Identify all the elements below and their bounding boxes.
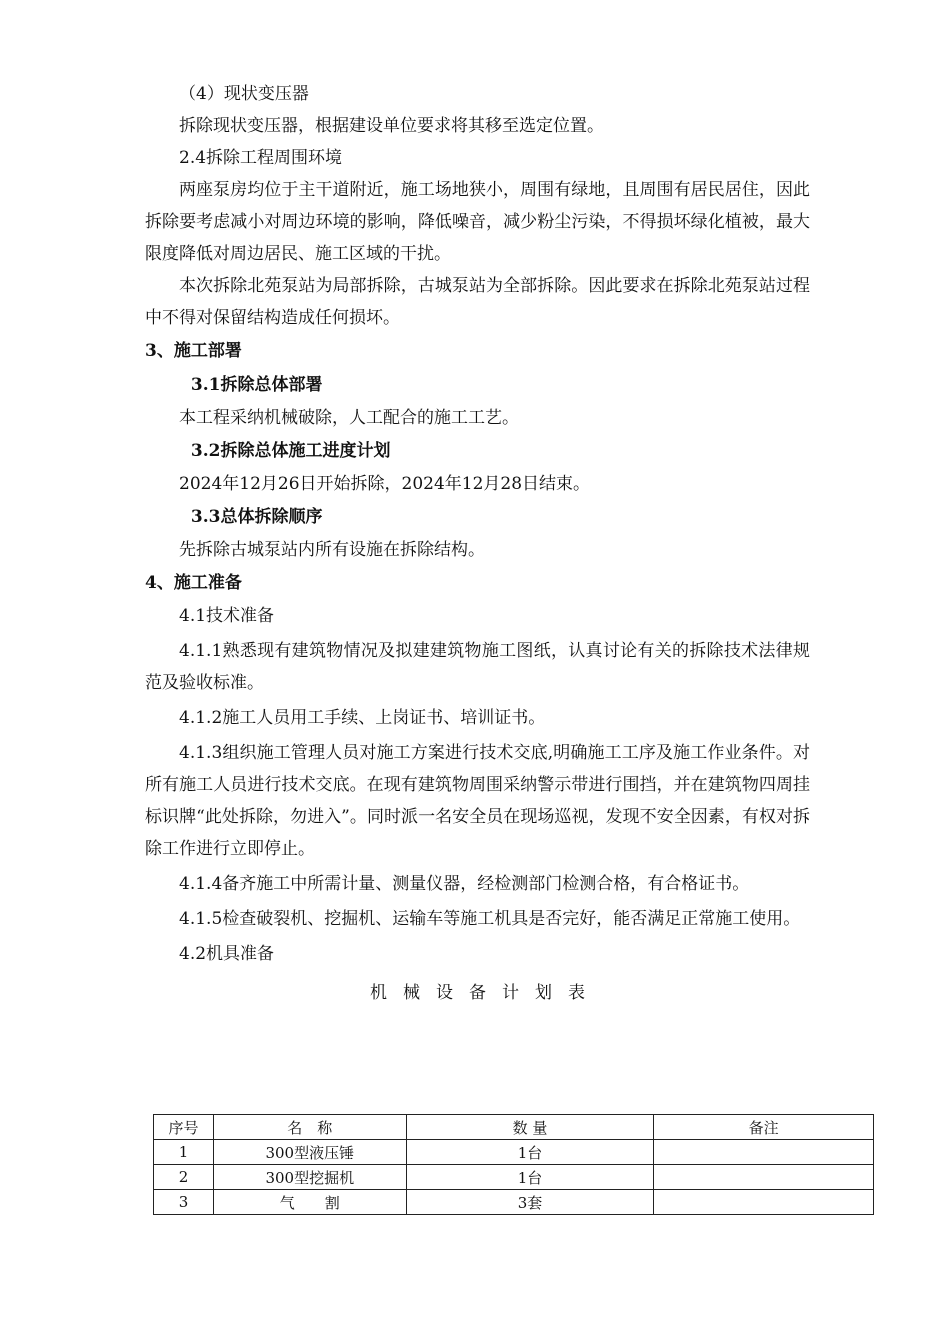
section-4-1-title: 4.1技术准备 [179,606,275,626]
header-index: 序号 [154,1115,214,1140]
section-4-heading: 4、施工准备 [145,573,242,593]
section-3-3-text: 先拆除古城泵站内所有设施在拆除结构。 [179,540,485,560]
table-header-row [154,1115,874,1140]
section-4-1-3: 4.1.3组织施工管理人员对施工方案进行技术交底,明确施工工序及施工作业条件。对所有施工人员进行技术交底。在现有建筑物周围采纳警示带进行围挡，并在建筑物四周挂标识牌“此处拆除，勿进入”。同时派一名安全员在现场巡视，发现不安全因素，有权对拆除工作进行立即停止。 [145,743,810,859]
section-4-1-1: 4.1.1熟悉现有建筑物情况及拟建建筑物施工图纸，认真讨论有关的拆除技术法律规范及验收标准。 [145,641,810,693]
header-remarks: 备注 [654,1115,874,1140]
table-row [154,1190,874,1215]
cell-remarks [654,1190,874,1215]
cell-index: 2 [154,1165,214,1190]
section-2-4-paragraph-2: 本次拆除北苑泵站为局部拆除，古城泵站为全部拆除。因此要求在拆除北苑泵站过程中不得对保留结构造成任何损坏。 [145,276,810,328]
cell-name: 气 割 [213,1190,406,1215]
section-4-1-2: 4.1.2施工人员用工手续、上岗证书、培训证书。 [179,708,546,728]
table-row [154,1140,874,1165]
cell-index: 1 [154,1140,214,1165]
cell-name: 300型液压锤 [213,1140,406,1165]
section-3-2-heading: 3.2拆除总体施工进度计划 [190,441,391,461]
section-4-1-4: 4.1.4备齐施工中所需计量、测量仪器，经检测部门检测合格，有合格证书。 [179,874,750,894]
cell-quantity: 3套 [406,1190,654,1215]
section-3-2-text: 2024年12月26日开始拆除，2024年12月28日结束。 [179,474,591,494]
cell-index: 3 [154,1190,214,1215]
section-3-1-heading: 3.1拆除总体部署 [190,375,323,395]
equipment-table [153,1114,874,1215]
cell-name: 300型挖掘机 [213,1165,406,1190]
cell-quantity: 1台 [406,1165,654,1190]
section-2-4-title: 2.4拆除工程周围环境 [179,148,343,168]
document-body [145,78,810,1014]
section-4-2-title: 4.2机具准备 [179,944,275,964]
section-4-1-5: 4.1.5检查破裂机、挖掘机、运输车等施工机具是否完好，能否满足正常施工使用。 [179,909,801,929]
section-3-1-text: 本工程采纳机械破除，人工配合的施工工艺。 [179,408,519,428]
section-2-4-paragraph-1: 两座泵房均位于主干道附近，施工场地狭小，周围有绿地，且周围有居民居住，因此拆除要考虑减小对周边环境的影响，降低噪音，减少粉尘污染，不得损坏绿化植被，最大限度降低对周边居民、施工区域的干扰。 [145,180,810,264]
header-quantity: 数 量 [406,1115,654,1140]
equipment-table-title: 机械设备计划表 [370,983,601,1003]
section-3-3-heading: 3.3总体拆除顺序 [190,507,323,527]
cell-remarks [654,1165,874,1190]
header-name: 名 称 [213,1115,406,1140]
table-row [154,1165,874,1190]
section-4-transformer-text: 拆除现状变压器，根据建设单位要求将其移至选定位置。 [179,116,604,136]
section-3-heading: 3、施工部署 [145,341,242,361]
section-4-transformer-title: （4）现状变压器 [179,84,309,104]
cell-remarks [654,1140,874,1165]
cell-quantity: 1台 [406,1140,654,1165]
